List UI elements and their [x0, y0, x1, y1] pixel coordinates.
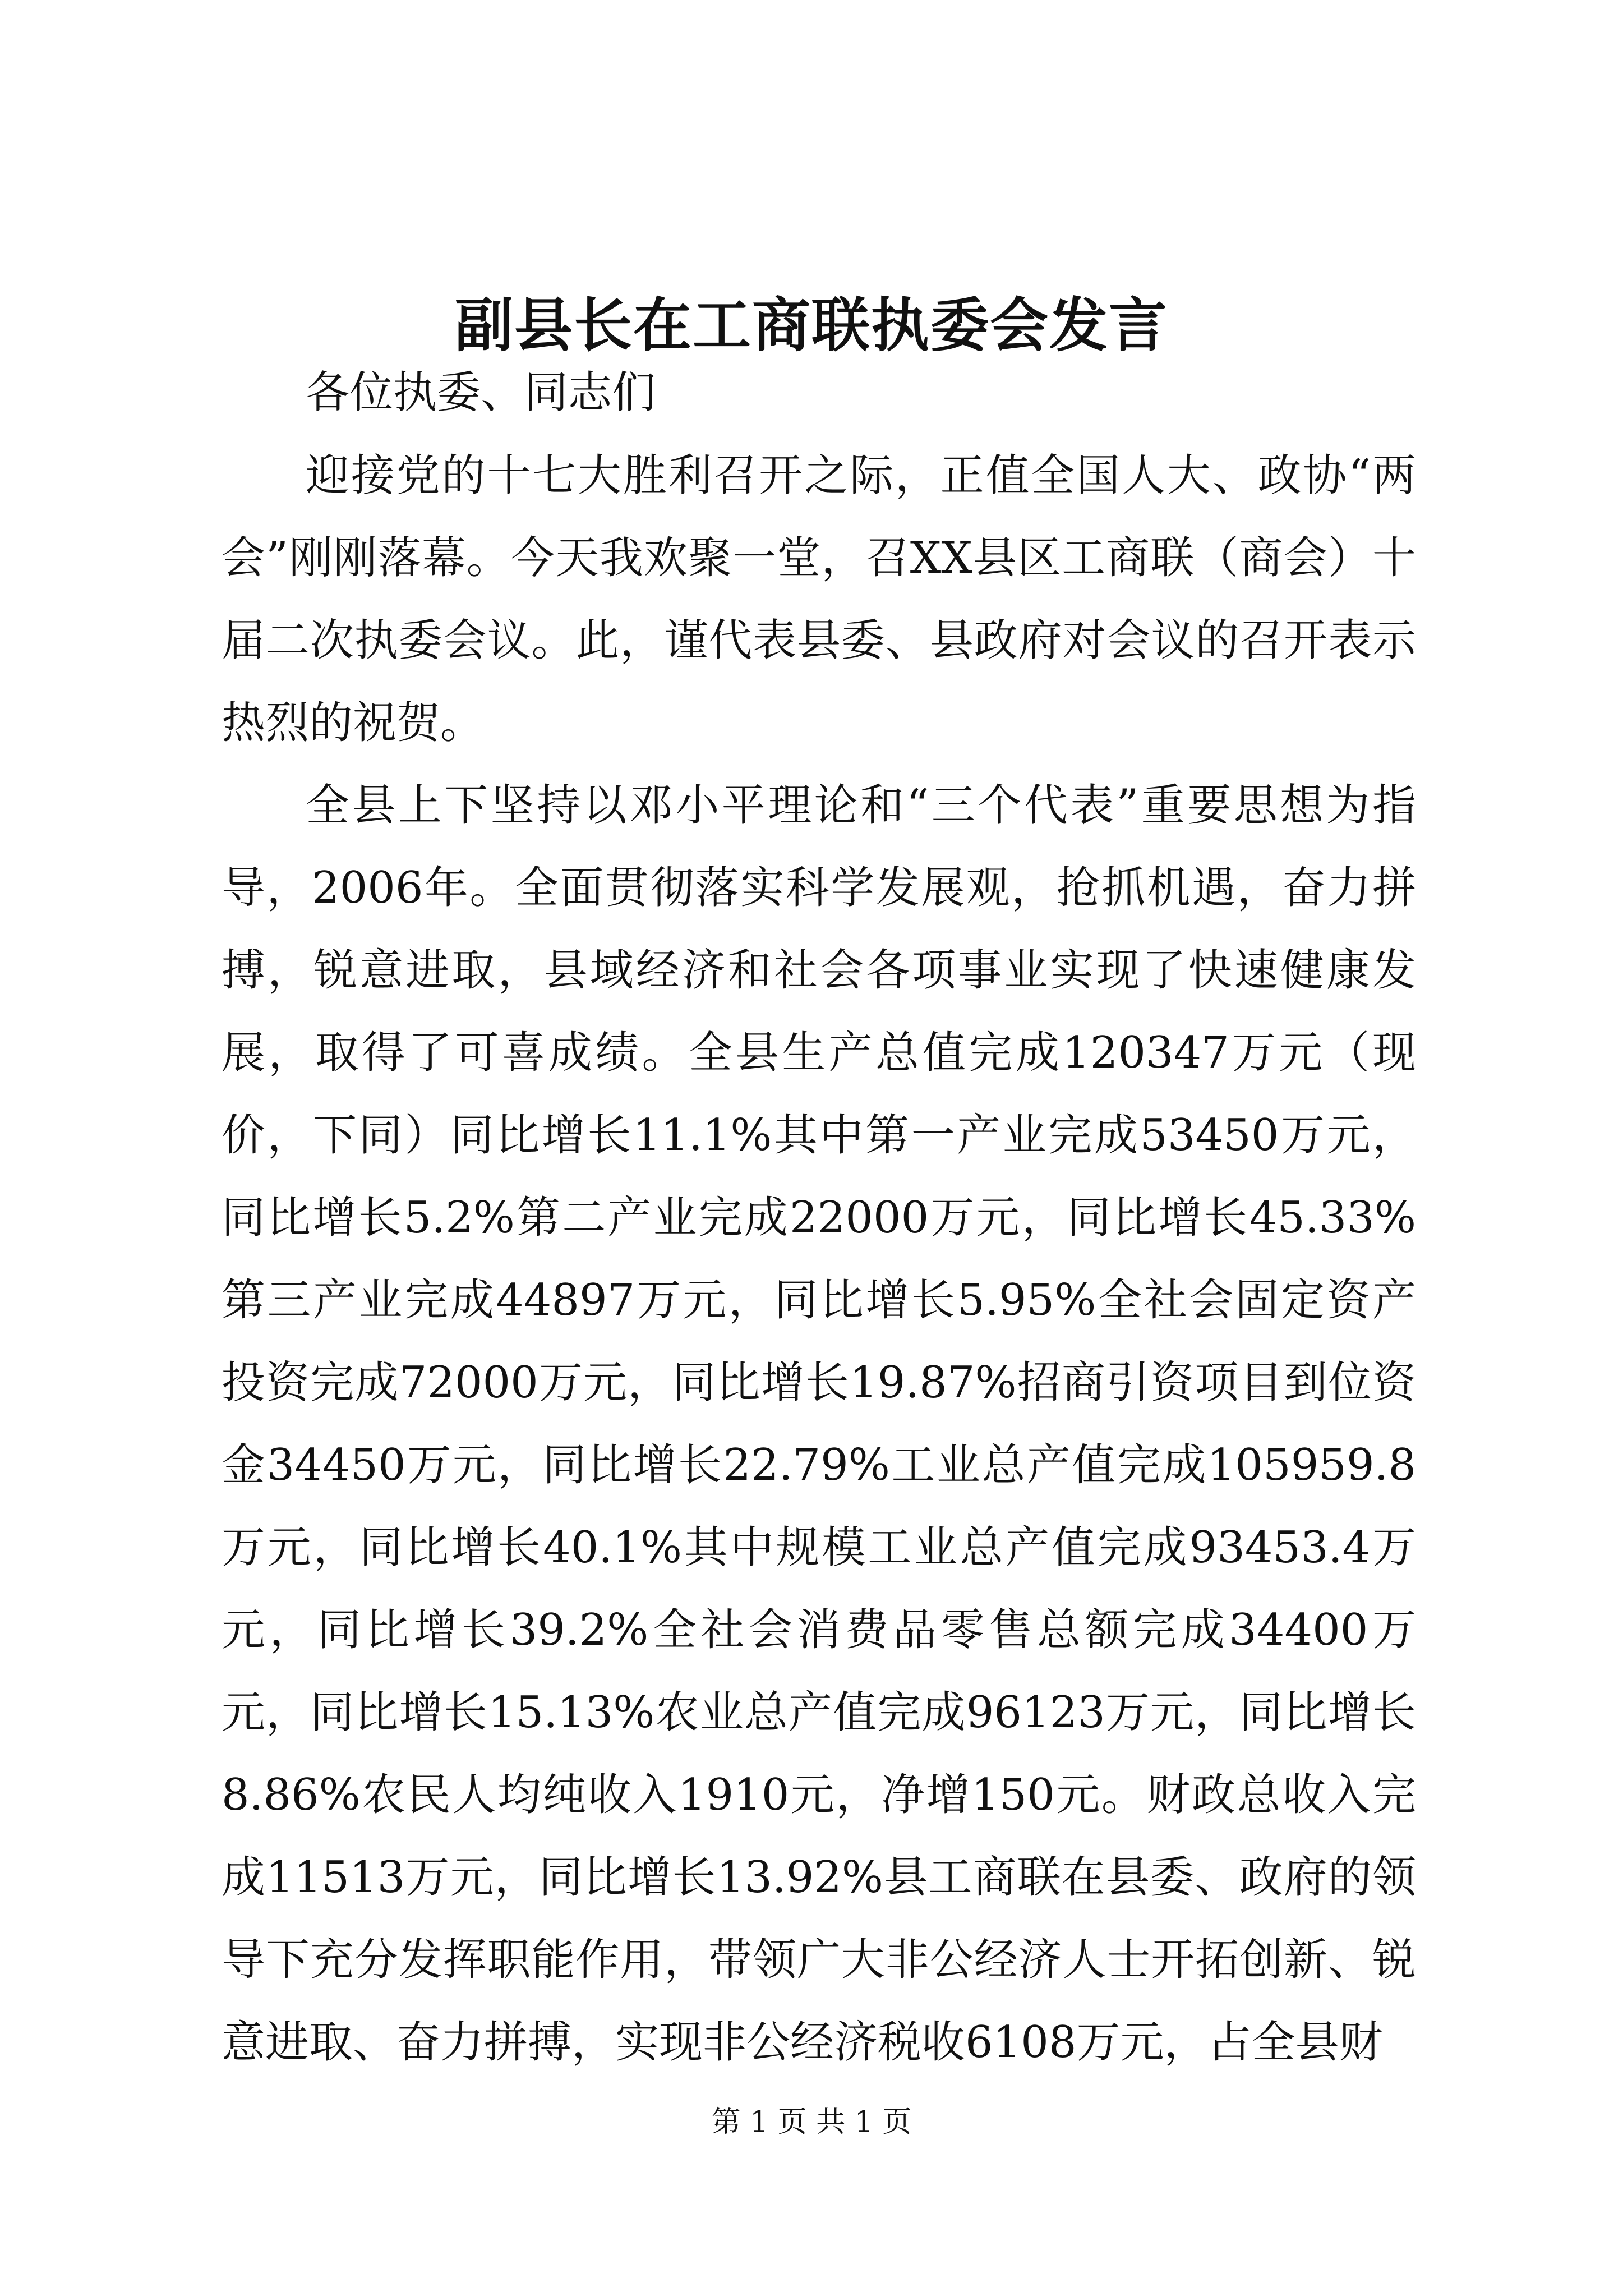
paragraph-1: 迎接党的十七大胜利召开之际，正值全国人大、政协“两会”刚刚落幕。今天我欢聚一堂，召XX县区工商联（商会）十届二次执委会议。此，谨代表县委、县政府对会议的召开表示热烈的祝贺。: [222, 450, 1416, 748]
salutation: 各位执委、同志们: [306, 367, 656, 418]
document-body: [222, 351, 1416, 2084]
document-title: 副县长在工商联执委会发言: [454, 291, 1168, 360]
page-footer: 第 1 页 共 1 页: [711, 2105, 912, 2139]
paragraph-2: 全县上下坚持以邓小平理论和“三个代表”重要思想为指导，2006年。全面贯彻落实科学发展观，抢抓机遇，奋力拼搏，锐意进取，县域经济和社会各项事业实现了快速健康发展，取得了可喜成绩。全县生产总值完成120347万元（现价，下同）同比增长11.1%其中第一产业完成53450万元，同比增长5.2%第二产业完成22000万元，同比增长45.33%第三产业完成44897万元，同比增长5.95%全社会固定资产投资完成72000万元，同比增长19.87%招商引资项目到位资金34450万元，同比增长22.79%工业总产值完成105959.8万元，同比增长40.1%其中规模工业总产值完成93453.4万元，同比增长39.2%全社会消费品零售总额完成34400万元，同比增长15.13%农业总产值完成96123万元，同比增长8.86%农民人均纯收入1910元，净增150元。财政总收入完成11513万元，同比增长13.92%县工商联在县委、政府的领导下充分发挥职能作用，带领广大非公经济人士开拓创新、锐意进取、奋力拼搏，实现非公经济税收6108万元，占全县财: [222, 780, 1416, 2068]
